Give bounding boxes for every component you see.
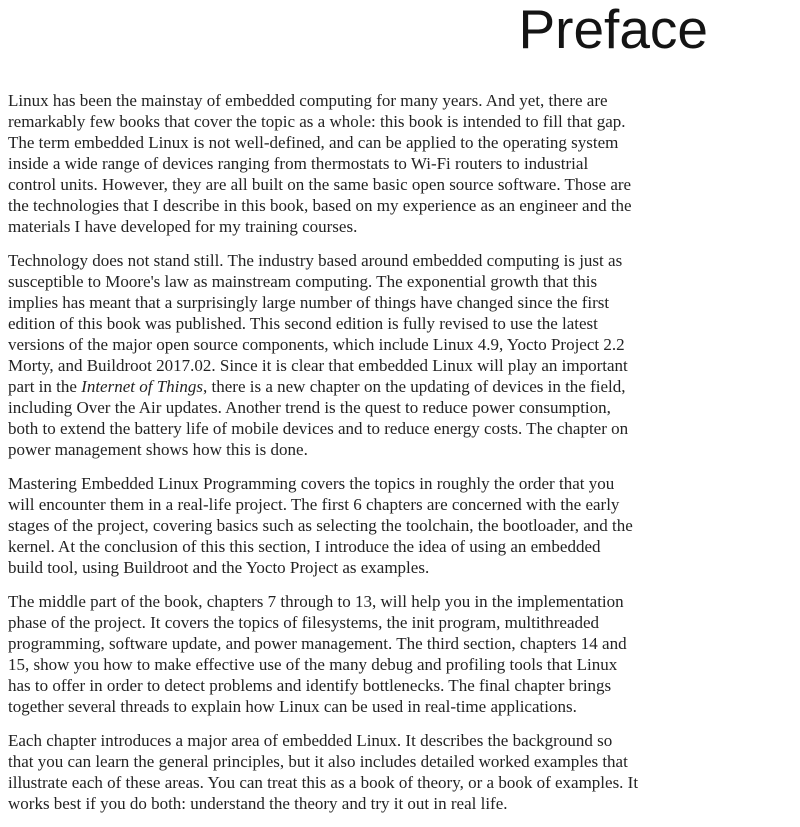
text-line: Mastering Embedded Linux Programming covers the topics in roughly the order that you [8, 474, 615, 493]
text-line: remarkably few books that cover the topic as a whole: this book is intended to fill that gap. [8, 112, 626, 131]
text-line: will encounter them in a real-life project. The first 6 chapters are concerned with the early [8, 495, 620, 514]
text-line: materials I have developed for my training courses. [8, 217, 358, 236]
text-line: Linux has been the mainstay of embedded computing for many years. And yet, there are [8, 91, 608, 110]
body-text [8, 90, 713, 827]
text-line: phase of the project. It covers the topics of filesystems, the init program, multithreaded [8, 613, 600, 632]
text-line: kernel. At the conclusion of this this section, I introduce the idea of using an embedded [8, 537, 601, 556]
page-title: Preface [518, 0, 708, 60]
text-line: together several threads to explain how Linux can be used in real-time applications. [8, 697, 577, 716]
text-line: 15, show you how to make effective use of the many debug and profiling tools that Linux [8, 655, 618, 674]
text-line: control units. However, they are all built on the same basic open source software. Those are [8, 175, 632, 194]
text-segment: part in the [8, 377, 82, 396]
text-line: including Over the Air updates. Another trend is the quest to reduce power consumption, [8, 398, 611, 417]
text-line [8, 376, 713, 397]
text-line: has to offer in order to detect problems and identify bottlenecks. The final chapter brings [8, 676, 612, 695]
text-line: that you can learn the general principles, but it also includes detailed worked examples that [8, 752, 628, 771]
text-line: The term embedded Linux is not well-defined, and can be applied to the operating system [8, 133, 619, 152]
text-line: susceptible to Moore's law as mainstream computing. The exponential growth that this [8, 272, 598, 291]
text-line: inside a wide range of devices ranging from thermostats to Wi-Fi routers to industrial [8, 154, 589, 173]
text-line: The middle part of the book, chapters 7 through to 13, will help you in the implementation [8, 592, 624, 611]
paragraph [8, 473, 713, 578]
paragraph [8, 591, 713, 717]
text-line: programming, software update, and power management. The third section, chapters 14 and [8, 634, 627, 653]
text-line: power management shows how this is done. [8, 440, 308, 459]
text-line: implies has meant that a surprisingly large number of things have changed since the first [8, 293, 610, 312]
text-line: stages of the project, covering basics such as selecting the toolchain, the bootloader, and the [8, 516, 633, 535]
text-line: Each chapter introduces a major area of embedded Linux. It describes the background so [8, 731, 613, 750]
paragraph [8, 730, 713, 814]
text-line: the technologies that I describe in this book, based on my experience as an engineer and the [8, 196, 632, 215]
text-line: illustrate each of these areas. You can treat this as a book of theory, or a book of examples. It [8, 773, 639, 792]
text-line: both to extend the battery life of mobile devices and to reduce energy costs. The chapter on [8, 419, 629, 438]
paragraph [8, 90, 713, 237]
text-line: works best if you do both: understand the theory and try it out in real life. [8, 794, 508, 813]
paragraph [8, 250, 713, 460]
text-line: Technology does not stand still. The industry based around embedded computing is just as [8, 251, 623, 270]
text-line: build tool, using Buildroot and the Yocto Project as examples. [8, 558, 430, 577]
text-segment: , there is a new chapter on the updating of devices in the field, [203, 377, 626, 396]
text-line: Morty, and Buildroot 2017.02. Since it is clear that embedded Linux will play an important [8, 356, 628, 375]
text-line: versions of the major open source components, which include Linux 4.9, Yocto Project 2.2 [8, 335, 625, 354]
italic-phrase: Internet of Things [81, 377, 204, 396]
text-line: edition of this book was published. This second edition is fully revised to use the latest [8, 314, 598, 333]
